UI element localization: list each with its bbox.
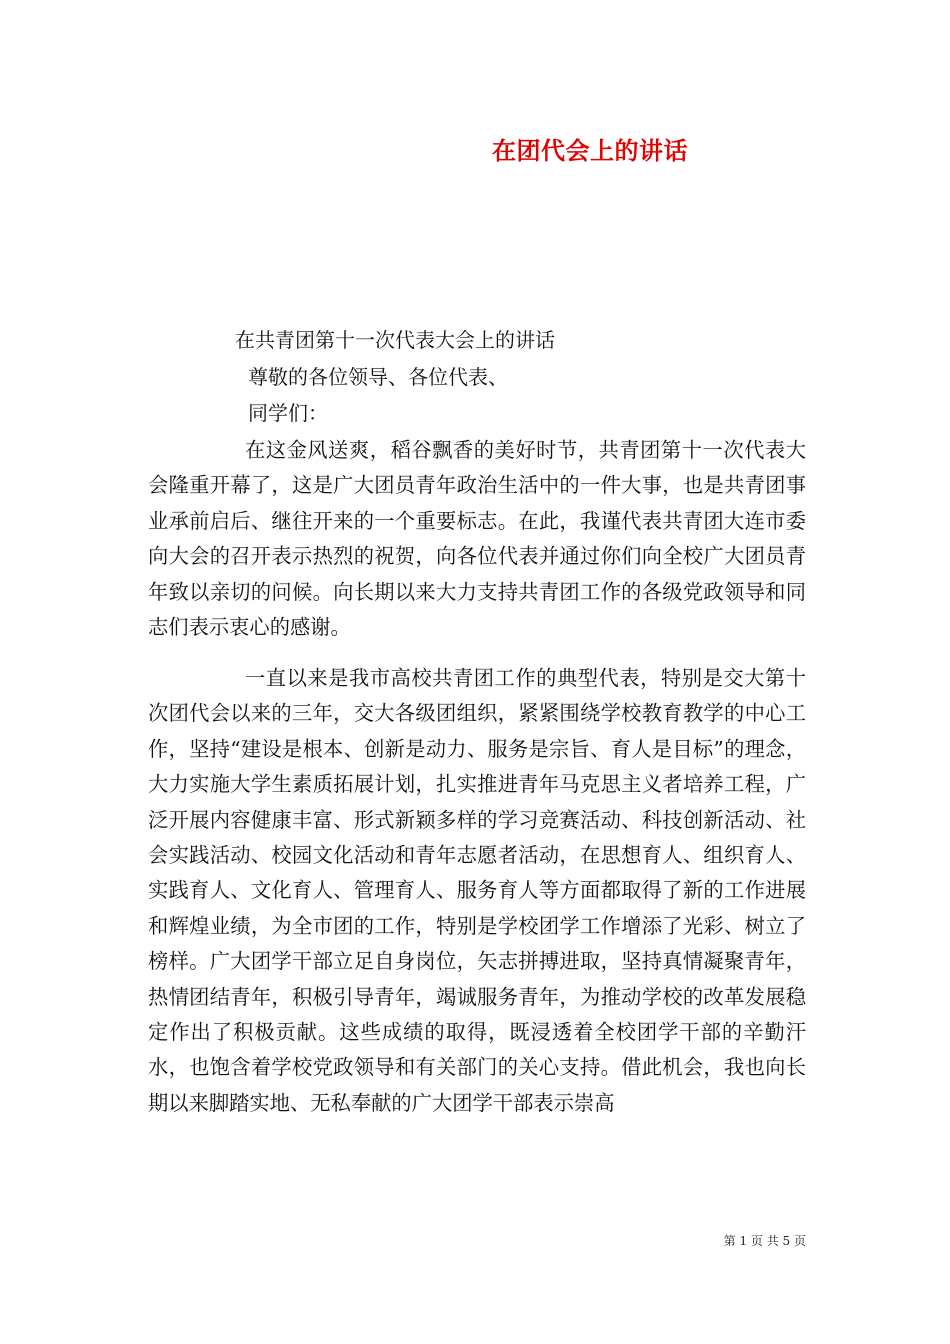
salutation-line-1: 尊敬的各位领导、各位代表、 xyxy=(248,365,508,389)
body-paragraph-1: 在这金风送爽，稻谷飘香的美好时节，共青团第十一次代表大会隆重开幕了，这是广大团员青年政治生活中的一件大事，也是共青团事业承前启后、继往开来的一个重要标志。在此，我谨代表共青团大连市委向大会的召开表示热烈的祝贺，向各位代表并通过你们向全校广大团员青年致以亲切的问候。向长期以来大力支持共青团工作的各级党政领导和同志们表示衷心的感谢。 xyxy=(148,438,806,640)
page-title: 在团代会上的讲话 xyxy=(492,136,688,165)
speech-subtitle: 在共青团第十一次代表大会上的讲话 xyxy=(235,328,555,352)
page-number: 第 1 页 共 5 页 xyxy=(723,1234,806,1248)
body-paragraph-2: 一直以来是我市高校共青团工作的典型代表，特别是交大第十次团代会以来的三年，交大各级团组织，紧紧围绕学校教育教学的中心工作，坚持“建设是根本、创新是动力、服务是宗旨、育人是目标”的理念，大力实施大学生素质拓展计划，扎实推进青年马克思主义者培养工程，广泛开展内容健康丰富、形式新颖多样的学习竞赛活动、科技创新活动、社会实践活动、校园文化活动和青年志愿者活动，在思想育人、组织育人、实践育人、文化育人、管理育人、服务育人等方面都取得了新的工作进展和辉煌业绩，为全市团的工作，特别是学校团学工作增添了光彩、树立了榜样。广大团学干部立足自身岗位，矢志拼搏进取，坚持真情凝聚青年，热情团结青年，积极引导青年，竭诚服务青年，为推动学校的改革发展稳定作出了积极贡献。这些成绩的取得，既浸透着全校团学干部的辛勤汗水，也饱含着学校党政领导和有关部门的关心支持。借此机会，我也向长期以来脚踏实地、无私奉献的广大团学干部表示崇高 xyxy=(148,666,806,1115)
salutation-line-2: 同学们： xyxy=(248,401,328,425)
